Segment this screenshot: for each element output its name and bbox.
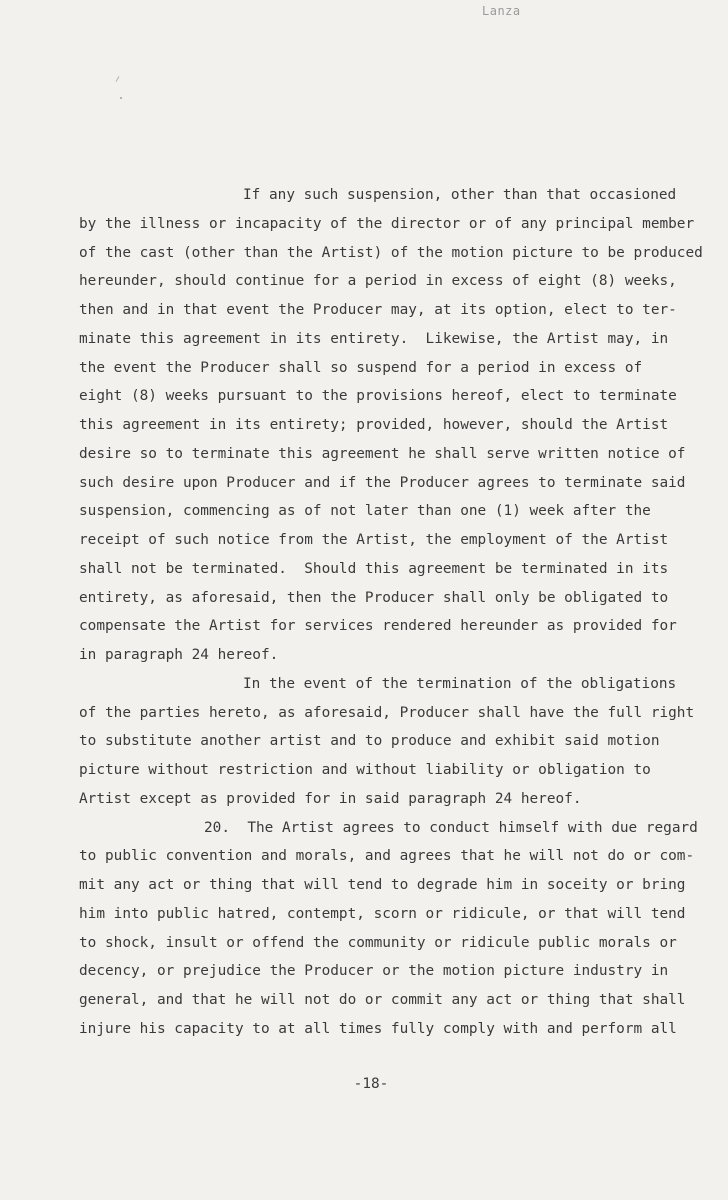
text-line: him into public hatred, contempt, scorn or ridicule, or that will tend <box>79 905 686 922</box>
text-line: decency, or prejudice the Producer or the motion picture industry in <box>79 963 669 980</box>
text-line: by the illness or incapacity of the director or of any principal member <box>79 215 695 232</box>
stray-dot-mark <box>120 97 122 99</box>
text-line: picture without restriction and without liability or obligation to <box>79 762 651 778</box>
text-line: of the parties hereto, as aforesaid, Producer shall have the full right <box>79 704 695 721</box>
text-line: If any such suspension, other than that occasioned <box>243 187 677 203</box>
text-line: desire so to terminate this agreement he shall serve written notice of <box>79 445 686 462</box>
text-line: general, and that he will not do or commit any act or thing that shall <box>79 992 686 1008</box>
text-line: of the cast (other than the Artist) of the motion picture to be produced <box>79 244 703 261</box>
text-line: in paragraph 24 hereof. <box>79 647 279 663</box>
text-line: 20. The Artist agrees to conduct himself with due regard <box>204 819 698 836</box>
text-line: this agreement in its entirety; provided, however, should the Artist <box>79 417 669 433</box>
text-line: Artist except as provided for in said paragraph 24 hereof. <box>79 790 582 807</box>
text-line: then and in that event the Producer may, at its option, elect to ter- <box>79 302 677 318</box>
text-line: to shock, insult or offend the community or ridicule public morals or <box>79 934 677 951</box>
text-line: shall not be terminated. Should this agreement be terminated in its <box>79 560 669 577</box>
text-line: such desire upon Producer and if the Producer agrees to terminate said <box>79 474 686 491</box>
text-line: to public convention and morals, and agrees that he will not do or com- <box>79 848 695 865</box>
text-line: the event the Producer shall so suspend for a period in excess of <box>79 359 643 376</box>
text-line: entirety, as aforesaid, then the Producer shall only be obligated to <box>79 589 669 606</box>
text-line: injure his capacity to at all times fully comply with and perform all <box>79 1020 677 1037</box>
text-line: eight (8) weeks pursuant to the provisions hereof, elect to terminate <box>79 388 677 405</box>
text-line: compensate the Artist for services rendered hereunder as provided for <box>79 618 677 635</box>
text-line: receipt of such notice from the Artist, the employment of the Artist <box>79 532 669 548</box>
header-name: Lanza <box>482 4 521 18</box>
page-number: -18- <box>353 1076 389 1092</box>
text-line: to substitute another artist and to produce and exhibit said motion <box>79 733 660 750</box>
body-text <box>79 181 724 1044</box>
stray-pen-mark <box>116 76 120 82</box>
text-line: suspension, commencing as of not later than one (1) week after the <box>79 503 651 520</box>
text-line: minate this agreement in its entirety. Likewise, the Artist may, in <box>79 330 669 347</box>
text-line: mit any act or thing that will tend to degrade him in soceity or bring <box>79 877 686 893</box>
text-line: In the event of the termination of the obligations <box>243 675 677 692</box>
text-line: hereunder, should continue for a period in excess of eight (8) weeks, <box>79 273 677 290</box>
